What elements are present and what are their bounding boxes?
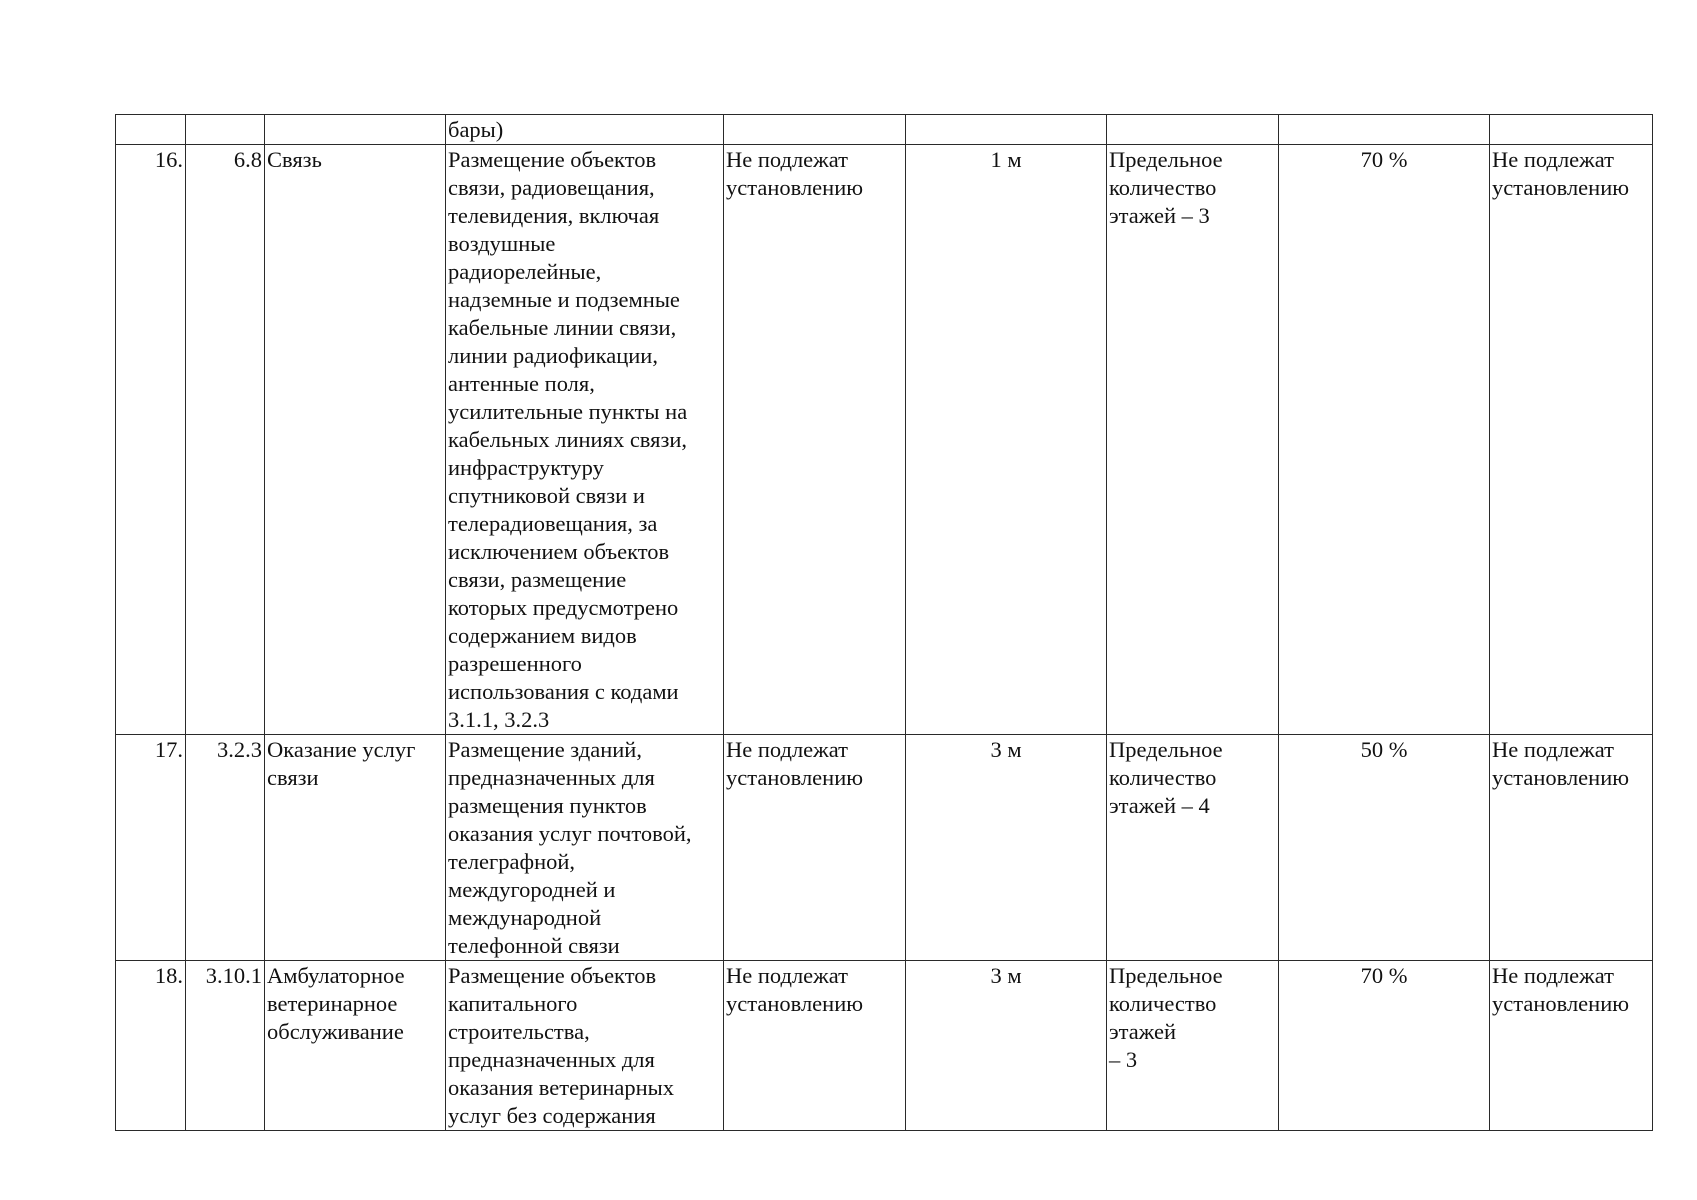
cell-other: Не подлежат установлению bbox=[1490, 145, 1653, 735]
cell-floors bbox=[1107, 115, 1279, 145]
cell-coverage bbox=[1279, 115, 1490, 145]
cell-plot-size: Не подлежат установлению bbox=[724, 735, 906, 961]
cell-number: 17. bbox=[116, 735, 186, 961]
cell-plot-size: Не подлежат установлению bbox=[724, 145, 906, 735]
cell-coverage: 70 % bbox=[1279, 961, 1490, 1131]
cell-coverage: 70 % bbox=[1279, 145, 1490, 735]
table-row-continuation bbox=[116, 115, 1653, 145]
cell-code: 3.2.3 bbox=[186, 735, 265, 961]
table-row bbox=[116, 145, 1653, 735]
cell-number bbox=[116, 115, 186, 145]
cell-setback: 3 м bbox=[906, 735, 1107, 961]
cell-coverage: 50 % bbox=[1279, 735, 1490, 961]
cell-code: 6.8 bbox=[186, 145, 265, 735]
cell-number: 16. bbox=[116, 145, 186, 735]
table-row bbox=[116, 961, 1653, 1131]
cell-code bbox=[186, 115, 265, 145]
cell-plot-size bbox=[724, 115, 906, 145]
cell-description: Размещение объектов капитального строительства, предназначенных для оказания ветеринарных услуг без содержания bbox=[446, 961, 724, 1131]
cell-description: Размещение зданий, предназначенных для размещения пунктов оказания услуг почтовой, телеграфной, междугородней и международной телефонной связи bbox=[446, 735, 724, 961]
cell-other bbox=[1490, 115, 1653, 145]
cell-plot-size: Не подлежат установлению bbox=[724, 961, 906, 1131]
cell-setback bbox=[906, 115, 1107, 145]
cell-setback: 3 м bbox=[906, 961, 1107, 1131]
cell-floors: Предельное количество этажей – 3 bbox=[1107, 961, 1279, 1131]
document-page bbox=[115, 114, 1653, 1131]
cell-other: Не подлежат установлению bbox=[1490, 961, 1653, 1131]
cell-floors: Предельное количество этажей – 4 bbox=[1107, 735, 1279, 961]
cell-code: 3.10.1 bbox=[186, 961, 265, 1131]
cell-name: Амбулаторное ветеринарное обслуживание bbox=[265, 961, 446, 1131]
cell-floors: Предельное количество этажей – 3 bbox=[1107, 145, 1279, 735]
cell-name: Связь bbox=[265, 145, 446, 735]
table-row bbox=[116, 735, 1653, 961]
cell-number: 18. bbox=[116, 961, 186, 1131]
zoning-table bbox=[115, 114, 1653, 1131]
cell-name bbox=[265, 115, 446, 145]
cell-setback: 1 м bbox=[906, 145, 1107, 735]
cell-description: Размещение объектов связи, радиовещания, телевидения, включая воздушные радиорелейные, надземные и подземные кабельные линии связи, линии радиофикации, антенные поля, усилительные пункты на кабельных линиях связи, инфраструктуру спутниковой связи и телерадиовещания, за исключением объектов связи, размещение которых предусмотрено содержанием видов разрешенного использования с кодами 3.1.1, 3.2.3 bbox=[446, 145, 724, 735]
cell-name: Оказание услуг связи bbox=[265, 735, 446, 961]
cell-description: бары) bbox=[446, 115, 724, 145]
cell-other: Не подлежат установлению bbox=[1490, 735, 1653, 961]
